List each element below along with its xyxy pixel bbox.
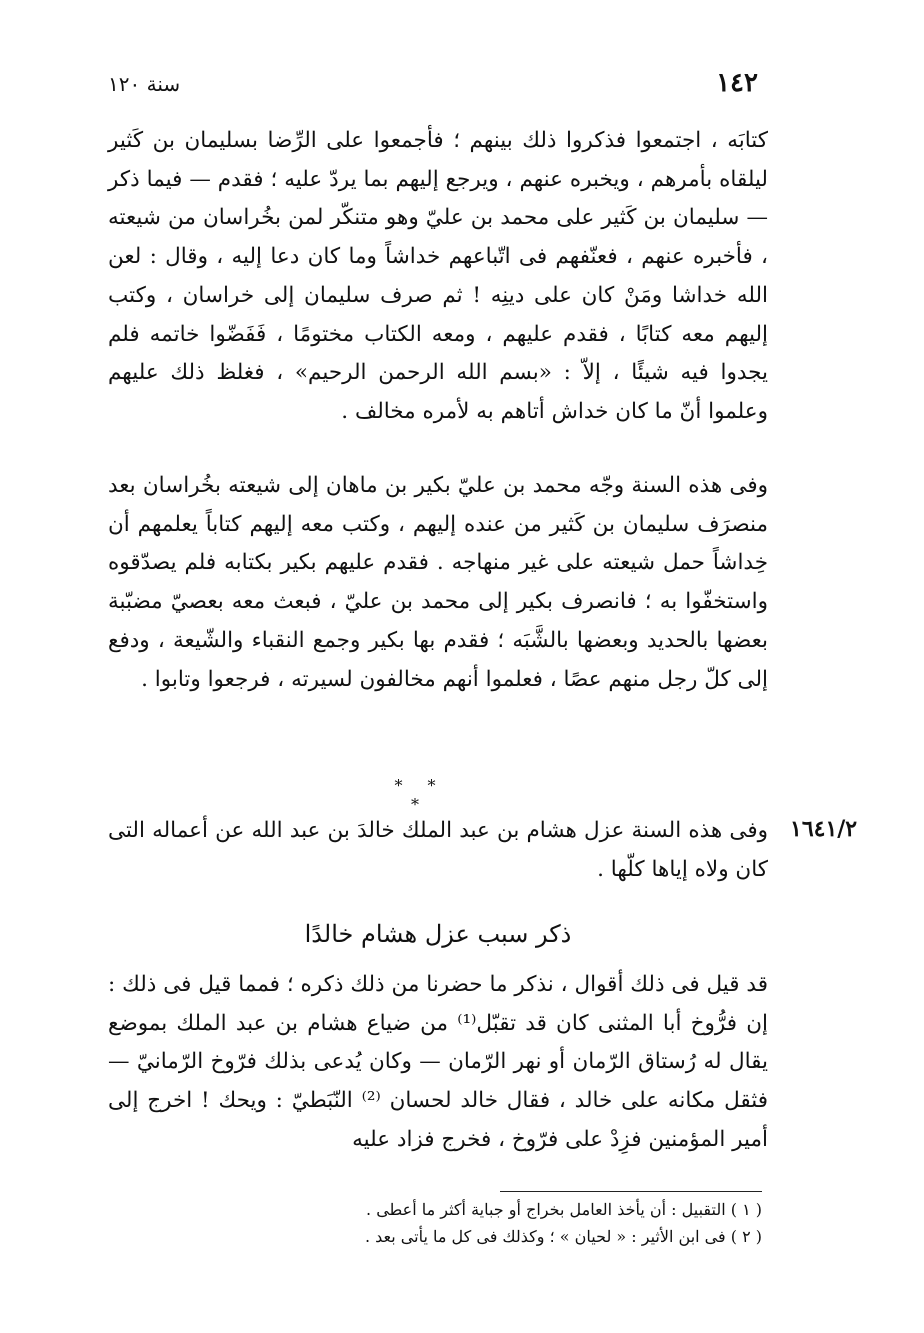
paragraph-4: قد قيل فى ذلك أقوال ، نذكر ما حضرنا من ذلك ذكره ؛ فمما قيل فى ذلك : إن فرُّوخ أبا المثنى كان قد تقبّل⁽¹⁾ من ضياع هشام بن عبد الملك بموضع يقال له رُستاق الرّمان أو نهر الرّمان — وكان يُدعى بذلك فرّوخ الرّمانيّ — فثقل مكانه على خالد ، فقال خالد لحسان ⁽²⁾ النّبَطيّ : ويحك ! اخرج إلى أمير المؤمنين فزِدْ على فرّوخ ، فخرج فزاد عليه: [108, 972, 769, 1152]
paragraph-3: وفى هذه السنة عزل هشام بن عبد الملك خالدَ بن عبد الله عن أعماله التى كان ولاه إياها كلّها .: [108, 818, 768, 882]
paragraph-1: كتابَه ، اجتمعوا فذكروا ذلك بينهم ؛ فأجمعوا على الرِّضا بسليمان بن كَثير ليلقاه بأمرهم ، ويخبره عنهم ، ويرجع إليهم بما يردّ عليه ؛ فقدم — فيما ذكر — سليمان بن كَثير على محمد بن عليّ وهو متنكّر لمن بخُراسان من شيعته ، فأخبره عنهم ، فعنّفهم فى اتّباعهم خداشاً وما كان دعا إليه ، وقال : لعن الله خداشا ومَنْ كان على دينِه ! ثم صرف سليمان إلى خراسان ، وكتب إليهم معه كتابًا ، فقدم عليهم ، ومعه الكتاب مختومًا ، فَفَضّوا خاتمه فلم يجدوا فيه شيئًا ، إلاّ : «بسم الله الرحمن الرحيم» ، فغلظ ذلك عليهم وعلموا أنّ ما كان خداش أتاهم به لأمره مخالف .: [108, 128, 768, 424]
margin-reference: ١٦٤١/٢: [790, 816, 858, 842]
page-number: ١٤٢: [716, 68, 758, 98]
section-separator: * * *: [394, 776, 446, 814]
page-header: [108, 68, 758, 108]
running-head-year: سنة ١٢٠: [108, 72, 181, 96]
footnote-1: ( ١ ) التقبيل : أن يأخذ العامل بخراج أو جباية أكثر ما أعطى .: [366, 1200, 762, 1219]
section-title: ذكر سبب عزل هشام خالدًا: [304, 920, 572, 948]
footnotes: [250, 1196, 762, 1250]
paragraph-2: وفى هذه السنة وجّه محمد بن عليّ بكير بن ماهان إلى شيعته بخُراسان بعد منصرَف سليمان بن كَثير من عنده إليهم ، وكتب معه إليهم كتاباً يعلمهم أن خِداشاً حمل شيعته على غير منهاجه . فقدم عليهم بكير بكتابه فلم يصدّقوه واستخفّوا به ؛ فانصرف بكير إلى محمد بن عليّ ، فبعث معه بعصيّ مضبّبة بعضها بالحديد وبعضها بالشَّبَه ؛ فقدم بها بكير وجمع النقباء والشّيعة ، ودفع إلى كلّ رجل منهم عصًا ، فعلموا أنهم مخالفون لسيرته ، فرجعوا وتابوا .: [108, 473, 768, 692]
footnote-2: ( ٢ ) فى ابن الأثير : « لحيان » ؛ وكذلك فى كل ما يأتى بعد .: [364, 1227, 762, 1246]
footnote-rule: [500, 1191, 762, 1192]
